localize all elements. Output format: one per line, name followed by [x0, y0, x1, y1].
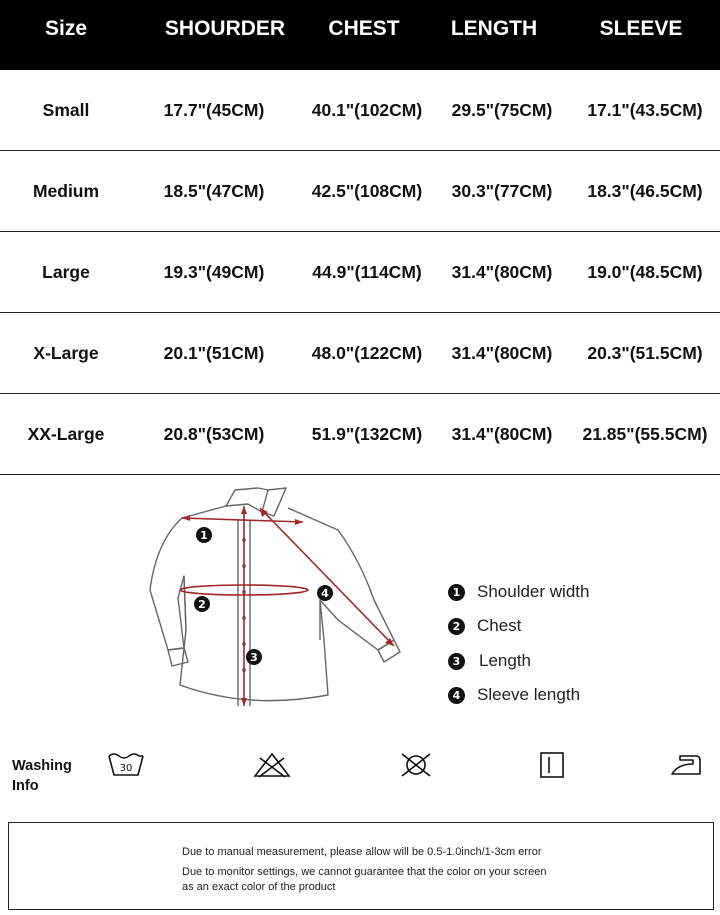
- cell-length: 31.4"(80CM): [451, 424, 553, 444]
- svg-text:30: 30: [119, 763, 133, 774]
- cell-chest: 48.0"(122CM): [311, 343, 423, 363]
- cell-shoulder: 20.1"(51CM): [163, 343, 265, 363]
- header-sleeve: SLEEVE: [599, 17, 683, 40]
- legend-item-sleeve: [448, 683, 580, 707]
- cell-length: 31.4"(80CM): [451, 343, 553, 363]
- table-row: [0, 151, 720, 232]
- no-tumble-dry-icon: [396, 750, 436, 780]
- header-size: Size: [44, 17, 88, 40]
- cell-length: 29.5"(75CM): [451, 100, 553, 120]
- disclaimer-line-2: Due to monitor settings, we cannot guarantee that the color on your screen: [182, 866, 547, 878]
- line-dry-icon: [532, 750, 572, 780]
- disclaimer-line-1: Due to manual measurement, please allow will be 0.5-1.0inch/1-3cm error: [182, 846, 542, 858]
- marker-2: 2: [198, 598, 206, 611]
- marker-4: 4: [321, 587, 329, 600]
- cell-sleeve: 19.0"(48.5CM): [587, 262, 703, 282]
- no-bleach-icon: [252, 750, 292, 780]
- disclaimer-line-3: as an exact color of the product: [182, 881, 336, 893]
- legend-label: Shoulder width: [477, 582, 590, 601]
- cell-shoulder: 20.8"(53CM): [163, 424, 265, 444]
- legend-number: 4: [448, 687, 465, 704]
- cell-chest: 40.1"(102CM): [311, 100, 423, 120]
- cell-chest: 42.5"(108CM): [311, 181, 423, 201]
- cell-size: Medium: [32, 181, 100, 201]
- header-shoulder: SHOURDER: [164, 17, 286, 40]
- legend-label: Length: [479, 651, 531, 670]
- table-row: [0, 394, 720, 475]
- cell-length: 31.4"(80CM): [451, 262, 553, 282]
- header-length: LENGTH: [450, 17, 538, 40]
- marker-3: 3: [250, 651, 258, 664]
- legend-number: 2: [448, 618, 465, 635]
- cell-size: Large: [42, 262, 90, 282]
- table-row: [0, 70, 720, 151]
- legend-item-length: [448, 649, 531, 673]
- legend-item-shoulder: [448, 580, 589, 604]
- cell-chest: 44.9"(114CM): [312, 262, 422, 282]
- cell-length: 30.3"(77CM): [451, 181, 553, 201]
- cell-shoulder: 17.7"(45CM): [163, 100, 265, 120]
- table-header: [0, 0, 720, 70]
- cell-size: X-Large: [33, 343, 99, 363]
- header-chest: CHEST: [328, 17, 400, 40]
- shirt-measurement-diagram: [138, 480, 414, 720]
- washing-info-label: Washing Info: [12, 758, 72, 794]
- legend-label: Sleeve length: [477, 685, 581, 704]
- table-row: [0, 313, 720, 394]
- legend-label: Chest: [477, 616, 522, 635]
- wash-30-icon: [106, 750, 146, 780]
- marker-1: 1: [200, 529, 208, 542]
- cell-shoulder: 18.5"(47CM): [163, 181, 265, 201]
- legend-number: 3: [448, 653, 465, 670]
- cell-size: XX-Large: [27, 424, 105, 444]
- table-row: [0, 232, 720, 313]
- cell-sleeve: 20.3"(51.5CM): [587, 343, 703, 363]
- cell-chest: 51.9"(132CM): [311, 424, 423, 444]
- cell-size: Small: [42, 100, 90, 120]
- disclaimer-box: [8, 822, 714, 910]
- cell-sleeve: 17.1"(43.5CM): [587, 100, 703, 120]
- iron-icon: [666, 750, 706, 780]
- legend-item-chest: [448, 614, 521, 638]
- cell-sleeve: 21.85"(55.5CM): [582, 424, 708, 444]
- cell-sleeve: 18.3"(46.5CM): [587, 181, 703, 201]
- cell-shoulder: 19.3"(49CM): [163, 262, 265, 282]
- legend-number: 1: [448, 584, 465, 601]
